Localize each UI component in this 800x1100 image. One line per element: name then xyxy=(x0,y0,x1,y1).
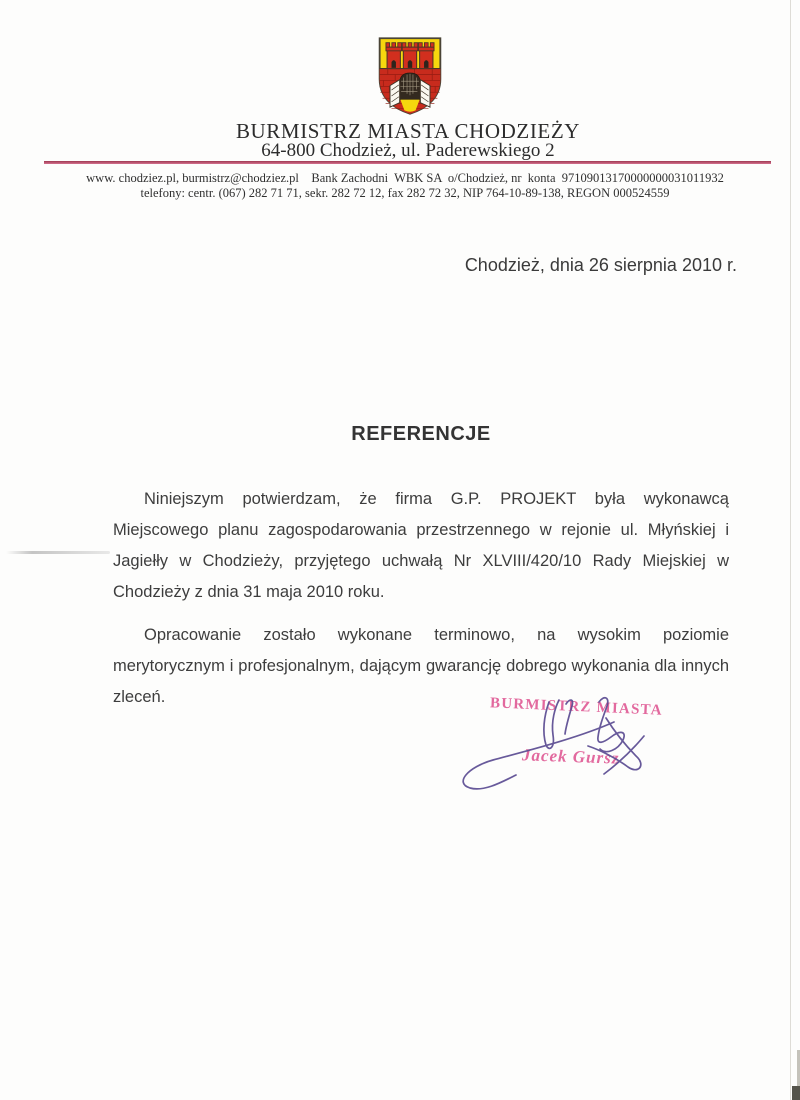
scan-smudge-artifact xyxy=(6,551,110,554)
org-address: 64-800 Chodzież, ul. Paderewskiego 2 xyxy=(261,140,555,161)
contact-line-2: telefony: centr. (067) 282 71 71, sekr. 282 72 12, fax 282 72 32, NIP 764-10-89-138, REGON 000524559 xyxy=(140,186,670,200)
body-paragraph-2: Opracowanie zostało wykonane terminowo, na wysokim poziomie merytorycznym i profesjonalnym, dającym gwarancję dobrego wykonania dla innych zleceń. xyxy=(113,626,729,706)
stamp-office-title: BURMISTRZ MIASTA xyxy=(489,695,663,719)
signature-scribble-icon xyxy=(448,688,663,800)
document-title: REFERENCJE xyxy=(351,423,491,445)
scan-edge-line xyxy=(790,0,791,1100)
scan-corner-mark xyxy=(792,1086,800,1100)
org-name: BURMISTRZ MIASTA CHODZIEŻY xyxy=(235,119,581,143)
date-line: Chodzież, dnia 26 sierpnia 2010 r. xyxy=(464,255,737,275)
contact-line-1: www. chodziez.pl, burmistrz@chodziez.pl Bank Zachodni WBK SA o/Chodzież, nr konta 97109013170000000031011932 xyxy=(86,171,724,185)
header-divider xyxy=(44,161,771,164)
coat-of-arms-icon xyxy=(373,34,447,118)
stamp-signer-name: Jacek Gursz xyxy=(521,745,620,768)
letter-body xyxy=(113,484,729,713)
crest-towers xyxy=(386,43,434,69)
body-paragraph-1: Niniejszym potwierdzam, że firma G.P. PROJEKT była wykonawcą Miejscowego planu zagospodarowania przestrzennego w rejonie ul. Młyńskiej i Jagiełły w Chodzieży, przyjętego uchwałą Nr XLVIII/420/10 Rady Miejskiej w Chodzieży z dnia 31 maja 2010 roku. xyxy=(113,490,729,601)
